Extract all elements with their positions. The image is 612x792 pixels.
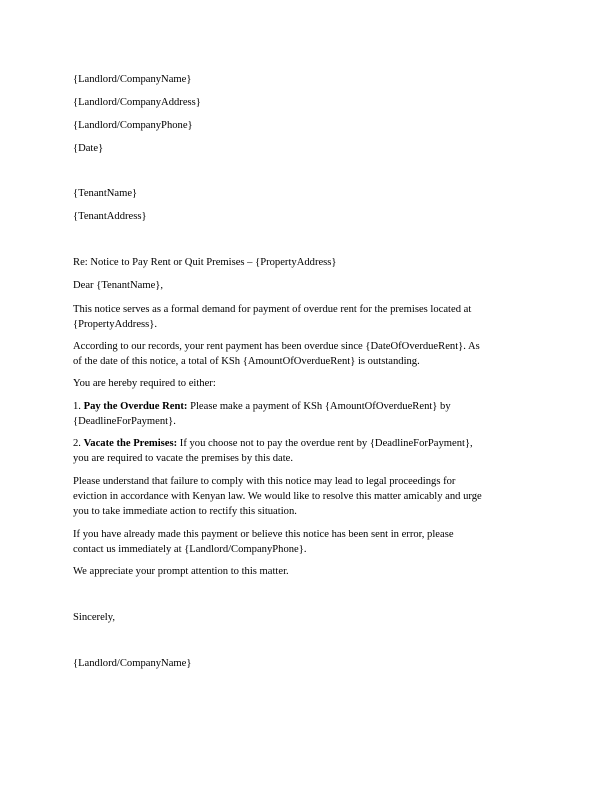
salutation: Dear {TenantName}, [73, 280, 164, 291]
paragraph-demand-line-2: {PropertyAddress}. [73, 319, 158, 330]
paragraph-contact-line-2: contact us immediately at {Landlord/CompanyPhone}. [73, 544, 307, 555]
option-vacate-number: 2. [73, 438, 84, 449]
paragraph-demand-line-1: This notice serves as a formal demand for payment of overdue rent for the premises located at [73, 304, 472, 315]
paragraph-contact-line-1: If you have already made this payment or believe this notice has been sent in error, please [73, 529, 454, 540]
paragraph-records-line-1: According to our records, your rent payment has been overdue since {DateOfOverdueRent}. As [73, 341, 480, 352]
option-pay-rent-text: Please make a payment of KSh {AmountOfOverdueRent} by [187, 401, 451, 412]
closing: Sincerely, [73, 612, 115, 623]
paragraph-legal-line-2: eviction in accordance with Kenyan law. We would like to resolve this matter amicably and urge [73, 491, 482, 502]
option-vacate-line-2: you are required to vacate the premises by this date. [73, 453, 294, 464]
paragraph-legal-line-1: Please understand that failure to comply with this notice may lead to legal proceedings for [73, 476, 456, 487]
option-pay-rent-title: Pay the Overdue Rent: [83, 401, 188, 412]
sender-company-phone: {Landlord/CompanyPhone} [73, 120, 193, 131]
signature-company-name: {Landlord/CompanyName} [73, 658, 192, 669]
option-pay-rent-line-2: {DeadlineForPayment}. [73, 416, 176, 427]
option-vacate-text: If you choose not to pay the overdue rent by {DeadlineForPayment}, [177, 438, 473, 449]
paragraph-appreciation: We appreciate your prompt attention to this matter. [73, 566, 289, 577]
option-pay-rent-number: 1. [73, 401, 84, 412]
option-pay-rent-line-1 [73, 399, 451, 414]
option-vacate-line-1 [73, 436, 473, 451]
option-vacate-title: Vacate the Premises: [83, 438, 178, 449]
letter-date: {Date} [73, 143, 104, 154]
paragraph-legal-line-3: you to take immediate action to rectify this situation. [73, 506, 297, 517]
recipient-tenant-address: {TenantAddress} [73, 211, 147, 222]
sender-company-address: {Landlord/CompanyAddress} [73, 97, 201, 108]
recipient-tenant-name: {TenantName} [73, 188, 138, 199]
paragraph-records-line-2: of the date of this notice, a total of KSh {AmountOfOverdueRent} is outstanding. [73, 356, 420, 367]
sender-company-name: {Landlord/CompanyName} [73, 74, 192, 85]
subject-line: Re: Notice to Pay Rent or Quit Premises – {PropertyAddress} [73, 257, 337, 268]
paragraph-required: You are hereby required to either: [73, 378, 216, 389]
